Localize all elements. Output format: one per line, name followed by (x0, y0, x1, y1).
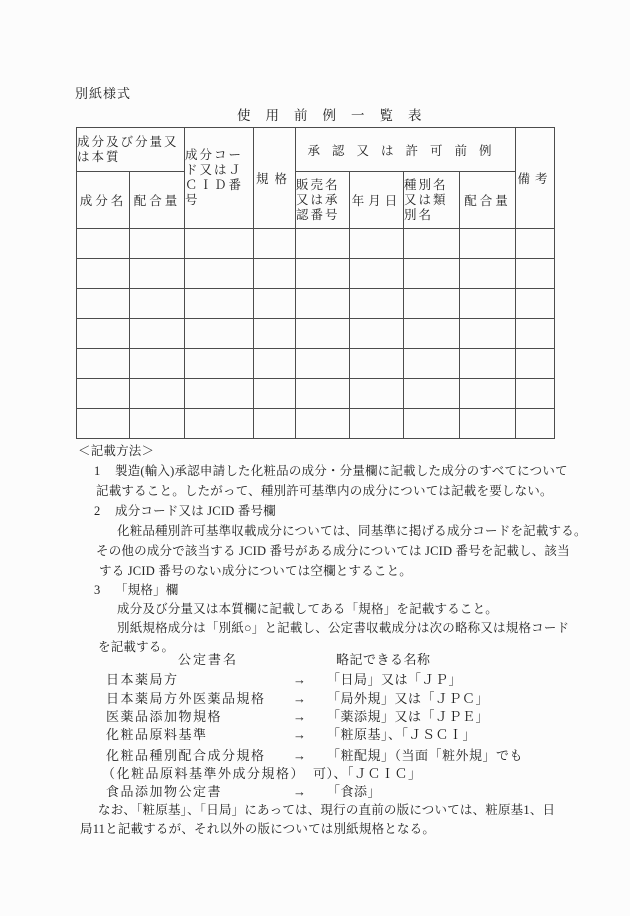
note-item2-line2: 化粧品種別許可基準収載成分については、同基準に掲げる成分コードを記載する。 (117, 524, 587, 538)
document-title: 使用前例一覧表 (237, 108, 437, 123)
footer-note-line-1 (0, 802, 630, 818)
footer-note-text-2: 局11と記載するが、それ以外の版については別紙規格となる。 (80, 822, 436, 836)
empty-cell (460, 349, 516, 379)
empty-cell (185, 409, 254, 439)
header-standard: 規格 (254, 128, 296, 229)
abbr-name-header: 公定書名 (178, 652, 239, 667)
empty-cell (185, 229, 254, 259)
empty-cell (296, 409, 350, 439)
empty-cell (516, 259, 555, 289)
note-item3-line4: を記載する。 (98, 640, 175, 654)
abbreviation: 「粧配規」（当面「粧外規」でも (327, 748, 524, 763)
header-type-name-label: 種別名又は類別名 (404, 177, 448, 222)
empty-cell (130, 409, 185, 439)
empty-cell (254, 349, 296, 379)
note-line (0, 483, 630, 499)
abbr-row (0, 727, 630, 743)
official-book-name: 日本薬局方 (106, 672, 179, 687)
footer-note-text-1: なお、「粧原基」、「日局」にあっては、現行の直前の版については、粧原基1、日 (98, 803, 556, 817)
empty-cell (185, 259, 254, 289)
abbreviation: 可）、「ＪＣＩＣ」 (313, 766, 422, 781)
notes-heading: ＜記載方法＞ (78, 444, 155, 458)
empty-cell (460, 379, 516, 409)
empty-cell (296, 349, 350, 379)
arrow-icon: → (293, 727, 307, 742)
precedent-table (76, 127, 555, 439)
empty-cell (350, 349, 404, 379)
empty-cell (296, 289, 350, 319)
note-line (0, 620, 630, 636)
header-date: 年月日 (350, 172, 404, 229)
empty-cell (130, 229, 185, 259)
note-item2-line3: その他の成分で該当する JCID 番号がある成分については JCID 番号を記載し、該当 (96, 544, 570, 558)
official-book-name: 化粧品原料基準 (106, 727, 208, 742)
table-row (77, 319, 555, 349)
empty-cell (460, 229, 516, 259)
abbr-row (0, 784, 630, 800)
table-row (77, 349, 555, 379)
note-line (0, 543, 630, 559)
abbr-row (0, 748, 630, 764)
empty-cell (254, 289, 296, 319)
header-ingredient-code (185, 128, 254, 229)
header-sales-name (296, 172, 350, 229)
empty-cell (404, 409, 460, 439)
abbreviation: 「粧原基」、「ＪＳＣＩ」 (327, 727, 477, 742)
empty-cell (130, 319, 185, 349)
note-item3-line1: 「規格」欄 (115, 583, 179, 597)
empty-cell (185, 379, 254, 409)
note-line (0, 582, 630, 598)
table-row (77, 229, 555, 259)
empty-cell (77, 319, 130, 349)
empty-cell (516, 379, 555, 409)
official-book-name: 日本薬局方外医薬品規格 (106, 691, 266, 706)
header-row-1 (77, 128, 555, 172)
abbr-row (0, 672, 630, 688)
arrow-icon: → (293, 748, 307, 763)
note-item2-line1: 成分コード又は JCID 番号欄 (115, 504, 276, 518)
empty-cell (254, 319, 296, 349)
abbreviation: 「薬添規」又は「ＪＰＥ」 (327, 709, 490, 724)
empty-cell (404, 289, 460, 319)
attachment-form-label: 別紙様式 (75, 86, 132, 101)
note-item3-line2: 成分及び分量又は本質欄に記載してある「規格」を記載すること。 (117, 602, 499, 616)
empty-cell (404, 349, 460, 379)
abbr-row (0, 691, 630, 707)
table-row (77, 289, 555, 319)
notes-heading-line (0, 443, 630, 459)
abbr-row (0, 709, 630, 725)
official-book-name: 医薬品添加物規格 (106, 709, 223, 724)
empty-cell (350, 259, 404, 289)
abbr-row (0, 766, 630, 782)
note-item1-number: 1 (94, 464, 101, 478)
empty-cell (185, 319, 254, 349)
empty-cell (516, 289, 555, 319)
empty-cell (254, 229, 296, 259)
empty-cell (77, 229, 130, 259)
empty-cell (516, 319, 555, 349)
abbr-header-line (0, 652, 630, 668)
footer-note-line-2 (0, 821, 630, 837)
empty-cell (77, 259, 130, 289)
empty-cell (350, 229, 404, 259)
note-item1-line2: 記載すること。したがって、種別許可基準内の成分については記載を要しない。 (96, 484, 553, 498)
header-row-2 (77, 172, 555, 229)
header-ingredient-group (77, 128, 185, 172)
abbreviation: 「食添」 (327, 784, 382, 799)
note-line (0, 503, 630, 519)
header-type-name (404, 172, 460, 229)
empty-cell (130, 259, 185, 289)
note-item2-number: 2 (94, 504, 101, 518)
empty-cell (460, 259, 516, 289)
arrow-icon: → (293, 784, 307, 799)
empty-cell (77, 409, 130, 439)
note-line (0, 463, 630, 479)
empty-cell (254, 259, 296, 289)
note-item3-line3: 別紙規格成分は「別紙○」と記載し、公定書収載成分は次の略称又は規格コード (117, 621, 570, 635)
empty-cell (254, 379, 296, 409)
note-item2-line4: する JCID 番号のない成分については空欄とすること。 (99, 564, 412, 578)
official-book-name: 食品添加物公定書 (106, 784, 223, 799)
empty-cell (350, 319, 404, 349)
note-line (0, 601, 630, 617)
empty-cell (404, 259, 460, 289)
empty-cell (404, 229, 460, 259)
empty-cell (460, 289, 516, 319)
abbr-abbr-header: 略記できる名称 (336, 652, 431, 667)
header-ingredient-group-label: 成分及び分量又は本質 (77, 134, 179, 164)
empty-cell (77, 349, 130, 379)
note-line (0, 523, 630, 539)
empty-cell (404, 319, 460, 349)
empty-cell (296, 259, 350, 289)
empty-cell (296, 379, 350, 409)
empty-cell (460, 319, 516, 349)
empty-cell (77, 289, 130, 319)
empty-cell (130, 349, 185, 379)
header-precedent-group: 承認又は許可前例 (296, 128, 516, 172)
arrow-icon: → (293, 691, 307, 706)
official-book-name: （化粧品原料基準外成分規格） (102, 766, 306, 781)
empty-cell (404, 379, 460, 409)
header-ingredient-name: 成分名 (77, 172, 130, 229)
note-item1-line1: 製造(輸入)承認申請した化粧品の成分・分量欄に記載した成分のすべてについて (115, 464, 568, 478)
empty-cell (296, 229, 350, 259)
header-ingredient-code-label: 成分コード又はＪＣＩＤ番号 (185, 148, 244, 207)
empty-cell (185, 289, 254, 319)
empty-cell (516, 409, 555, 439)
empty-cell (516, 349, 555, 379)
empty-cell (516, 229, 555, 259)
empty-cell (130, 289, 185, 319)
empty-cell (130, 379, 185, 409)
empty-cell (460, 409, 516, 439)
empty-cell (185, 349, 254, 379)
abbreviation: 「局外規」又は「ＪＰＣ」 (327, 691, 490, 706)
header-remarks: 備考 (516, 128, 555, 229)
empty-cell (296, 319, 350, 349)
abbreviation: 「日局」又は「ＪＰ」 (327, 672, 463, 687)
table-row (77, 259, 555, 289)
table-row (77, 379, 555, 409)
empty-cell (350, 409, 404, 439)
empty-cell (254, 409, 296, 439)
empty-cell (350, 289, 404, 319)
header-sales-name-label: 販売名又は承認番号 (296, 177, 340, 222)
header-amount: 配合量 (130, 172, 185, 229)
note-line (0, 563, 630, 579)
table-row (77, 409, 555, 439)
arrow-icon: → (293, 672, 307, 687)
note-item3-number: 3 (94, 583, 101, 597)
header-amount-2: 配合量 (460, 172, 516, 229)
empty-cell (350, 379, 404, 409)
official-book-name: 化粧品種別配合成分規格 (106, 748, 266, 763)
empty-cell (77, 379, 130, 409)
arrow-icon: → (293, 709, 307, 724)
